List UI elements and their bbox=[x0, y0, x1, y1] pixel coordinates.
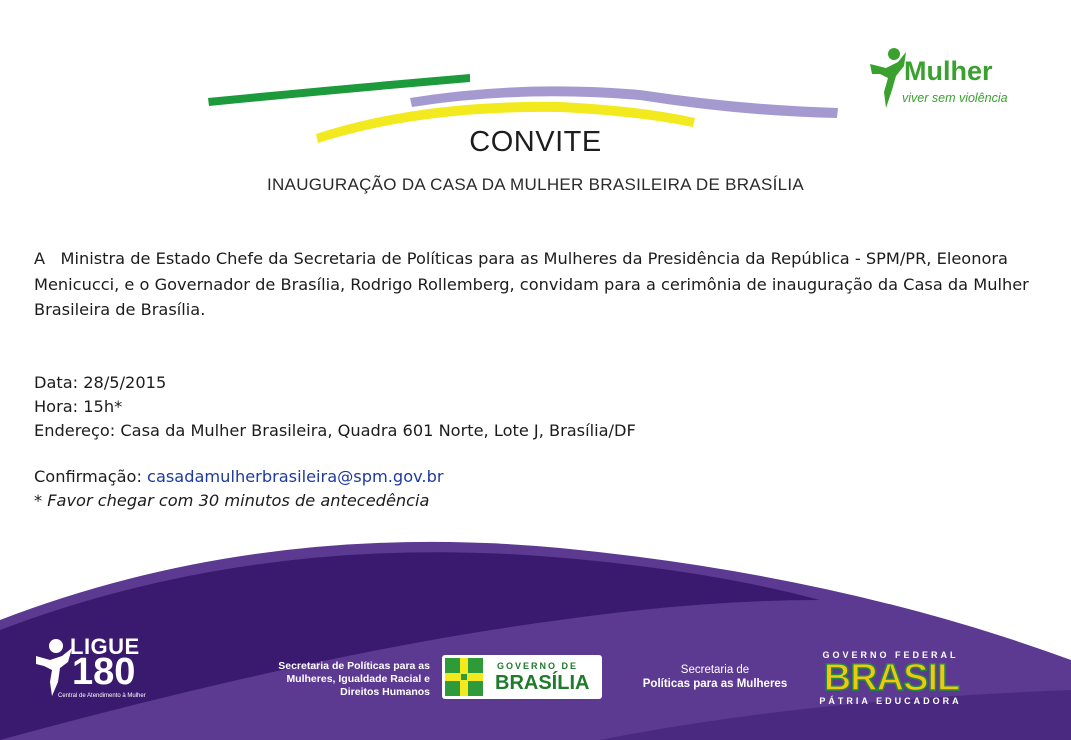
confirmation-line bbox=[34, 465, 636, 489]
gdf-top-label: GOVERNO DE bbox=[497, 661, 579, 671]
ligue-word: LIGUE bbox=[70, 634, 140, 659]
ligue-caption: Central de Atendimento à Mulher bbox=[58, 693, 146, 699]
ligue-180-logo bbox=[30, 632, 160, 708]
woman-figure-icon bbox=[34, 638, 74, 698]
spm-line-2: Políticas para as Mulheres bbox=[642, 678, 788, 690]
gov-federal-label: GOVERNO FEDERAL bbox=[822, 650, 959, 660]
invite-subtitle: INAUGURAÇÃO DA CASA DA MULHER BRASILEIRA DE BRASÍLIA bbox=[266, 175, 805, 194]
invite-title: CONVITE bbox=[469, 126, 602, 158]
brasil-wordmark: BRASIL bbox=[823, 657, 960, 699]
mulher-logo-name: Mulher bbox=[904, 56, 993, 86]
spm-federal-logo-text bbox=[620, 663, 810, 691]
spm-df-text: Secretaria de Políticas para as Mulheres, Igualdade Racial e Direitos Humanos bbox=[278, 660, 430, 698]
ligue-number: 180 bbox=[72, 651, 136, 693]
mulher-logo bbox=[868, 46, 1028, 116]
gdf-bottom-label: BRASÍLIA bbox=[495, 672, 590, 694]
governo-de-brasilia-logo bbox=[442, 655, 602, 699]
spm-line-1: Secretaria de bbox=[680, 664, 750, 676]
patria-educadora-label: PÁTRIA EDUCADORA bbox=[819, 696, 962, 706]
governo-federal-brasil-logo bbox=[808, 650, 973, 706]
event-time: Hora: 15h* bbox=[34, 397, 123, 416]
event-date: Data: 28/5/2015 bbox=[34, 373, 167, 392]
confirmation-email-link[interactable]: casadamulherbrasileira@spm.gov.br bbox=[147, 467, 444, 486]
mulher-logo-tagline: viver sem violência bbox=[902, 91, 1008, 105]
df-flag-icon bbox=[445, 658, 483, 696]
event-address: Endereço: Casa da Mulher Brasileira, Quadra 601 Norte, Lote J, Brasília/DF bbox=[34, 421, 636, 440]
invite-body: A Ministra de Estado Chefe da Secretaria de Políticas para as Mulheres da Presidência da República - SPM/PR, Eleonora Menicucci, e o Governador de Brasília, Rodrigo Rollemberg, convidam para a cerimônia de inauguração da Casa da Mulher Brasileira de Brasília. bbox=[34, 249, 1034, 319]
arrival-note: * Favor chegar com 30 minutos de antecedência bbox=[34, 491, 430, 510]
confirmation-label: Confirmação: bbox=[34, 467, 148, 486]
event-details bbox=[34, 371, 636, 513]
